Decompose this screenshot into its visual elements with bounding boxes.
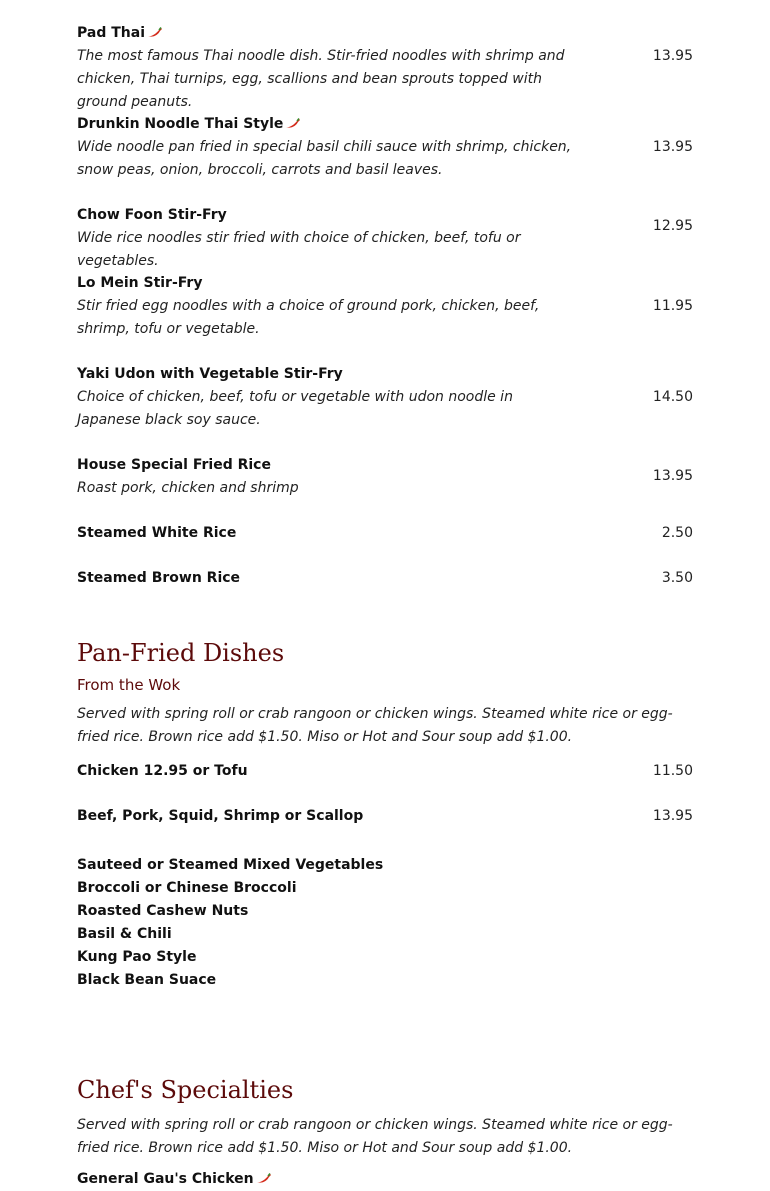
item-price: 11.95 <box>652 298 693 314</box>
item-name: Chicken 12.95 or Tofu <box>77 763 248 779</box>
chili-pepper-icon <box>256 1172 272 1184</box>
item-description: Roast pork, chicken and shrimp <box>77 480 299 496</box>
chili-pepper-icon <box>285 117 301 129</box>
item-name: Beef, Pork, Squid, Shrimp or Scallop <box>77 808 364 824</box>
item-price: 13.95 <box>652 808 693 824</box>
menu-item-general-gau <box>77 1168 693 1191</box>
section-subtitle: From the Wok <box>77 676 181 694</box>
section-title-pan-fried: Pan-Fried Dishes <box>77 639 285 667</box>
item-description: The most famous Thai noodle dish. Stir-fried noodles with shrimp and chicken, Thai turnips, egg, scallions and bean sprouts topped with ground peanuts. <box>77 48 565 110</box>
menu-item-drunkin-noodle <box>77 113 693 182</box>
menu-item-lo-mein <box>77 272 693 341</box>
menu-item-brown-rice <box>77 567 693 590</box>
style-option: Basil & Chili <box>77 926 172 942</box>
menu-item-pad-thai <box>77 22 693 114</box>
item-price: 13.95 <box>652 468 693 484</box>
item-price: 14.50 <box>652 389 693 405</box>
chili-pepper-icon <box>147 26 163 38</box>
item-description: Wide rice noodles stir fried with choice of chicken, beef, tofu or vegetables. <box>77 230 521 269</box>
item-price: 13.95 <box>652 139 693 155</box>
style-option: Roasted Cashew Nuts <box>77 903 249 919</box>
menu-item-beef-pork-seafood <box>77 805 693 828</box>
item-name: Lo Mein Stir-Fry <box>77 275 203 291</box>
menu-item-house-fried-rice <box>77 454 693 500</box>
item-name: Yaki Udon with Vegetable Stir-Fry <box>77 366 343 382</box>
item-price: 11.50 <box>652 763 693 779</box>
item-description: Choice of chicken, beef, tofu or vegetable with udon noodle in Japanese black soy sauce. <box>77 389 513 428</box>
item-name: General Gau's Chicken <box>77 1168 693 1191</box>
item-name: Steamed White Rice <box>77 525 237 541</box>
section-note: Served with spring roll or crab rangoon or chicken wings. Steamed white rice or egg-fried rice. Brown rice add $1.50. Miso or Hot and Sour soup add $1.00. <box>77 706 673 745</box>
menu-item-white-rice <box>77 522 693 545</box>
item-name: Chow Foon Stir-Fry <box>77 207 227 223</box>
item-price: 2.50 <box>661 525 693 541</box>
section-title-chefs-specialties: Chef's Specialties <box>77 1076 294 1104</box>
style-option: Sauteed or Steamed Mixed Vegetables <box>77 857 384 873</box>
menu-item-yaki-udon <box>77 363 693 432</box>
item-description: Stir fried egg noodles with a choice of ground pork, chicken, beef, shrimp, tofu or vegetable. <box>77 298 540 337</box>
item-price: 12.95 <box>652 218 693 234</box>
style-option: Broccoli or Chinese Broccoli <box>77 880 297 896</box>
item-price: 3.50 <box>661 570 693 586</box>
style-options-list <box>77 854 383 992</box>
style-option: Kung Pao Style <box>77 949 197 965</box>
item-name: Pad Thai <box>77 22 693 45</box>
style-option: Black Bean Suace <box>77 972 217 988</box>
item-description: Wide noodle pan fried in special basil chili sauce with shrimp, chicken, snow peas, onion, broccoli, carrots and basil leaves. <box>77 139 572 178</box>
item-name: Steamed Brown Rice <box>77 570 241 586</box>
menu-item-chow-foon <box>77 204 693 273</box>
item-name: House Special Fried Rice <box>77 457 271 473</box>
item-name: Drunkin Noodle Thai Style <box>77 113 693 136</box>
menu-item-chicken-tofu <box>77 760 693 783</box>
item-price: 13.95 <box>652 48 693 64</box>
section-note: Served with spring roll or crab rangoon or chicken wings. Steamed white rice or egg-fried rice. Brown rice add $1.50. Miso or Hot and Sour soup add $1.00. <box>77 1117 673 1156</box>
